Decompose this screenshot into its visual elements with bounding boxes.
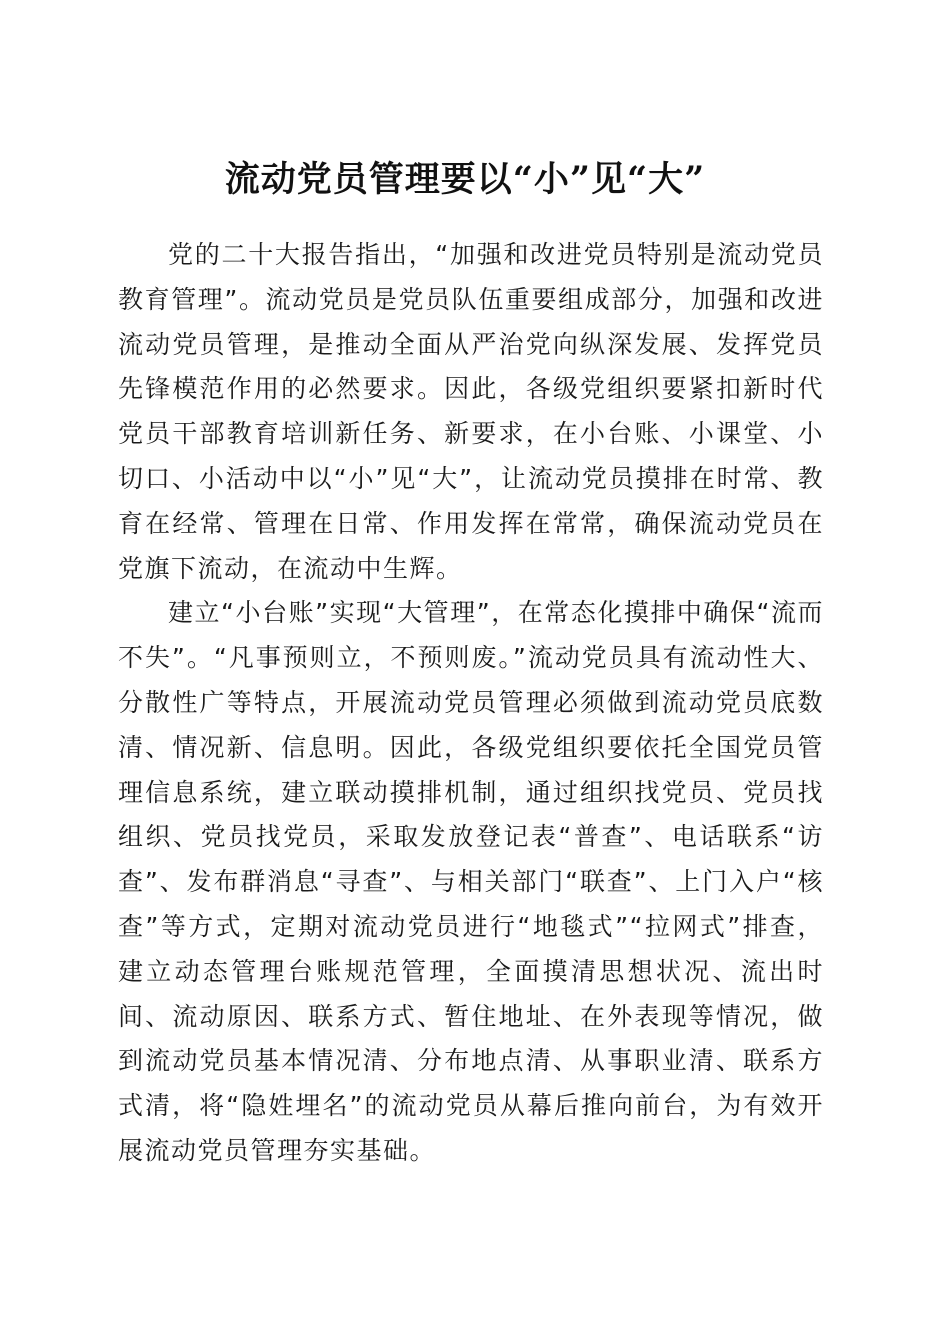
paragraph-2: 建立“小台账”实现“大管理”，在常态化摸排中确保“流而不失”。“凡事预则立，不预则废。”流动党员具有流动性大、分散性广等特点，开展流动党员管理必须做到流动党员底数清、情况新、信息明。因此，各级党组织要依托全国党员管理信息系统，建立联动摸排机制，通过组织找党员、党员找组织、党员找党员，采取发放登记表“普查”、电话联系“访查”、发布群消息“寻查”、与相关部门“联查”、上门入户“核查”等方式，定期对流动党员进行“地毯式”“拉网式”排查，建立动态管理台账规范管理，全面摸清思想状况、流出时间、流动原因、联系方式、暂住地址、在外表现等情况，做到流动党员基本情况清、分布地点清、从事职业清、联系方式清，将“隐姓埋名”的流动党员从幕后推向前台，为有效开展流动党员管理夯实基础。 — [118, 598, 824, 1165]
document-body — [118, 233, 824, 1174]
paragraph-1: 党的二十大报告指出，“加强和改进党员特别是流动党员教育管理”。流动党员是党员队伍重要组成部分，加强和改进流动党员管理，是推动全面从严治党向纵深发展、发挥党员先锋模范作用的必然要求。因此，各级党组织要紧扣新时代党员干部教育培训新任务、新要求，在小台账、小课堂、小切口、小活动中以“小”见“大”，让流动党员摸排在时常、教育在经常、管理在日常、作用发挥在常常，确保流动党员在党旗下流动，在流动中生辉。 — [118, 240, 824, 583]
document-title: 流动党员管理要以“小”见“大” — [224, 159, 706, 201]
